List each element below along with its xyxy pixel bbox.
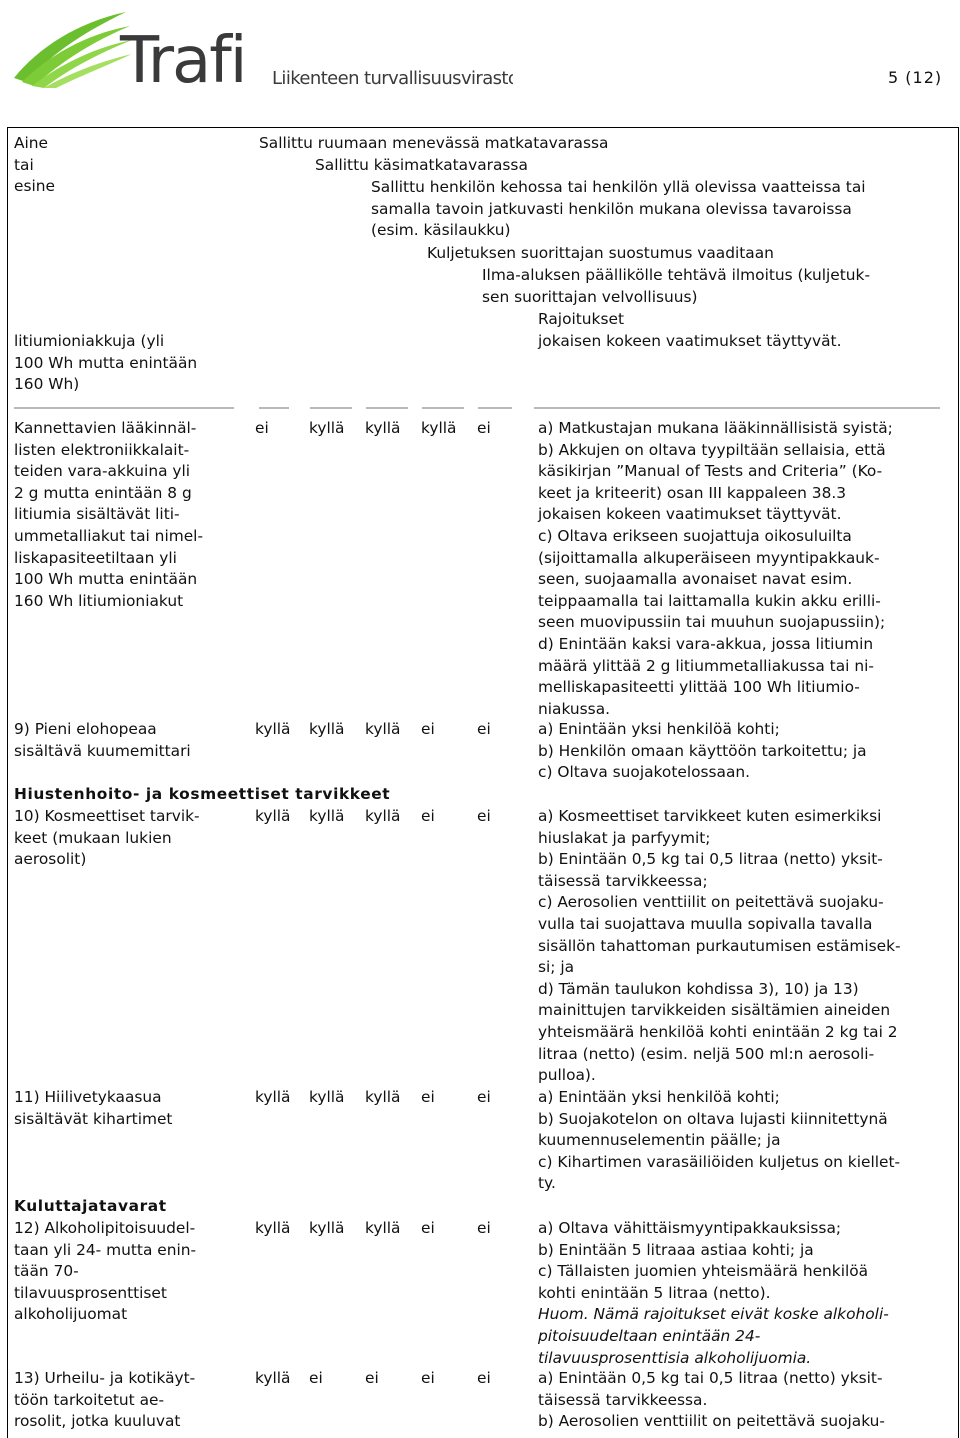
item-line: ummetalliakut tai nimel- <box>14 526 204 545</box>
value-notification: ei <box>477 720 491 738</box>
value-checked: kyllä <box>255 807 291 825</box>
restrictions-aerosols <box>538 1368 885 1433</box>
value-cabin: kyllä <box>309 419 345 437</box>
restriction-line: d) Tämän taulukon kohdissa 3), 10) ja 13) <box>538 979 859 998</box>
item-line: sisältävät kihartimet <box>14 1109 173 1128</box>
header-pilot-notification <box>482 265 870 308</box>
item-line: 13) Urheilu- ja kotikäyt- <box>14 1369 196 1387</box>
restriction-line: b) Enintään 0,5 kg tai 0,5 litraa (netto) yksit- <box>538 850 883 869</box>
item-curlers <box>14 1087 172 1130</box>
value-cabin: kyllä <box>309 1088 345 1106</box>
restriction-line: niakussa. <box>538 699 611 718</box>
header-restrictions: Rajoitukset <box>538 310 624 328</box>
note-line: tilavuusprosenttisia alkoholijuomia. <box>538 1348 812 1367</box>
restriction-line: käsikirjan ”Manual of Tests and Criteria” (Ko- <box>538 462 883 481</box>
restriction-line: seen, suojaamalla avonaiset navat esim. <box>538 570 853 589</box>
agency-text: Liikenteen turvallisuusvirasto <box>272 68 513 88</box>
restriction-line: b) Akkujen on oltava tyypiltään sellaisia, että <box>538 440 886 459</box>
restriction-line: hiuslakat ja parfyymit; <box>538 828 711 847</box>
value-cabin: kyllä <box>309 1219 345 1237</box>
page-number: 5 (12) <box>888 68 943 87</box>
restriction-line: c) Oltava suojakotelossaan. <box>538 763 751 782</box>
restrictions-curlers <box>538 1087 900 1195</box>
item-line: liskapasiteetiltaan yli <box>14 548 177 567</box>
value-checked: ei <box>255 419 269 437</box>
restriction-line: ty. <box>538 1174 556 1193</box>
restriction-line: määrä ylittää 2 g litiummetalliakussa tai ni- <box>538 656 874 675</box>
trafi-logo-mark <box>8 8 513 88</box>
item-line: 160 Wh litiumioniakut <box>14 591 184 610</box>
value-notification: ei <box>477 419 491 437</box>
restriction-line: sisällön tahattoman purkautumisen estämisek- <box>538 936 901 955</box>
restriction-line: seen muovipussiin tai muuhun suojapussiin); <box>538 613 886 632</box>
header-item-column <box>14 133 55 198</box>
header-item-line: Aine <box>14 134 49 152</box>
rule-col1 <box>259 407 289 409</box>
restriction-line: keet ja kriteerit) osan III kappaleen 38.3 <box>538 483 847 502</box>
item-aerosols <box>14 1368 195 1433</box>
item-line: sisältävä kuumemittari <box>14 741 191 760</box>
value-approval: ei <box>421 1088 435 1106</box>
header-line: Ilma-aluksen päällikölle tehtävä ilmoitus (kuljetuk- <box>482 266 871 284</box>
note-line: pitoisuudeltaan enintään 24- <box>538 1326 761 1345</box>
restriction-line: jokaisen kokeen vaatimukset täyttyvät. <box>538 505 842 524</box>
brand-text: Trafi <box>120 24 246 88</box>
header-item-line: esine <box>14 177 55 196</box>
restriction-line: yhteismäärä henkilöä kohti enintään 2 kg tai 2 <box>538 1022 898 1041</box>
restriction-line: a) Enintään yksi henkilöä kohti; <box>538 720 780 738</box>
value-notification: ei <box>477 1088 491 1106</box>
restriction-line: a) Matkustajan mukana lääkinnällisistä syistä; <box>538 419 893 437</box>
restriction-line: pulloa). <box>538 1066 596 1085</box>
header-on-person <box>371 177 866 242</box>
value-checked: kyllä <box>255 720 291 738</box>
restriction-line: teippaamalla tai laittamalla kukin akku erilli- <box>538 591 881 610</box>
value-on-person: kyllä <box>365 807 401 825</box>
restriction-line: mainittujen tarvikkeiden sisältämien aineiden <box>538 1001 891 1020</box>
restriction-line: kuumennuselementin päälle; ja <box>538 1131 781 1150</box>
item-line: Kannettavien lääkinnäl- <box>14 419 197 437</box>
rule-col2 <box>310 407 352 409</box>
restriction-line: c) Oltava erikseen suojattuja oikosuluilta <box>538 526 852 545</box>
item-line: teiden vara-akkuina yli <box>14 462 191 481</box>
value-cabin: kyllä <box>309 720 345 738</box>
value-checked: kyllä <box>255 1088 291 1106</box>
item-line: 160 Wh) <box>14 375 80 394</box>
rule-restrictions <box>534 407 940 409</box>
restriction-line: litraa (netto) (esim. neljä 500 ml:n aerosoli- <box>538 1044 875 1063</box>
rule-col5 <box>478 407 512 409</box>
item-line: tilavuusprosenttiset <box>14 1283 167 1302</box>
value-on-person: kyllä <box>365 720 401 738</box>
restriction-line: c) Tällaisten juomien yhteismäärä henkilöä <box>538 1262 869 1281</box>
restriction-line: b) Aerosolien venttiilit on peitettävä suojaku- <box>538 1412 885 1431</box>
item-medical-batteries <box>14 418 203 612</box>
rule-col3 <box>366 407 408 409</box>
rule-col4 <box>422 407 464 409</box>
restrictions-medical-batteries <box>538 418 893 720</box>
restrictions-alcohol <box>538 1218 889 1369</box>
restriction-line: b) Suojakotelon on oltava lujasti kiinnitettynä <box>538 1109 888 1128</box>
value-checked: kyllä <box>255 1219 291 1237</box>
value-on-person: ei <box>365 1369 379 1387</box>
value-notification: ei <box>477 1369 491 1387</box>
restriction-line: b) Henkilön omaan käyttöön tarkoitettu; ja <box>538 741 867 760</box>
restriction-line: (sijoittamalla alkuperäiseen myyntipakkauk- <box>538 548 880 567</box>
item-line: taan yli 24- mutta enin- <box>14 1240 197 1259</box>
value-cabin: ei <box>309 1369 323 1387</box>
item-line: aerosolit) <box>14 850 87 869</box>
value-checked: kyllä <box>255 1369 291 1387</box>
item-line: 10) Kosmeettiset tarvik- <box>14 807 200 825</box>
item-line: litiumia sisältävät liti- <box>14 505 180 524</box>
carryover-restriction: jokaisen kokeen vaatimukset täyttyvät. <box>538 332 842 350</box>
value-on-person: kyllä <box>365 1219 401 1237</box>
restriction-line: a) Enintään 0,5 kg tai 0,5 litraa (netto) yksit- <box>538 1369 883 1387</box>
item-line: 100 Wh mutta enintään <box>14 353 198 372</box>
header-checked-baggage: Sallittu ruumaan menevässä matkatavarassa <box>259 134 609 152</box>
header-cabin-baggage: Sallittu käsimatkatavarassa <box>315 156 528 174</box>
restriction-line: si; ja <box>538 958 575 977</box>
value-cabin: kyllä <box>309 807 345 825</box>
item-line: alkoholijuomat <box>14 1305 128 1324</box>
header-operator-approval: Kuljetuksen suorittajan suostumus vaaditaan <box>427 244 774 262</box>
section-heading-consumer-goods: Kuluttajatavarat <box>14 1197 167 1215</box>
carryover-item <box>14 331 197 396</box>
value-notification: ei <box>477 807 491 825</box>
value-approval: ei <box>421 720 435 738</box>
restriction-line: c) Aerosolien venttiilit on peitettävä suojaku- <box>538 893 884 912</box>
header-line: Sallittu henkilön kehossa tai henkilön yllä olevissa vaatteissa tai <box>371 178 866 196</box>
item-line: tään 70- <box>14 1262 79 1281</box>
item-line: listen elektroniikkalait- <box>14 440 190 459</box>
restriction-line: a) Oltava vähittäismyyntipakkauksissa; <box>538 1219 842 1237</box>
item-line: 12) Alkoholipitoisuudel- <box>14 1219 196 1237</box>
value-approval: ei <box>421 807 435 825</box>
restriction-line: kohti enintään 5 litraa (netto). <box>538 1283 771 1302</box>
restriction-line: vulla tai suojattava muulla sopivalla tavalla <box>538 914 873 933</box>
header-line: (esim. käsilaukku) <box>371 221 511 240</box>
value-approval: ei <box>421 1219 435 1237</box>
restriction-line: b) Enintään 5 litraaa astiaa kohti; ja <box>538 1240 814 1259</box>
section-heading-cosmetics: Hiustenhoito- ja kosmeettiset tarvikkeet <box>14 785 391 803</box>
item-line: 9) Pieni elohopeaa <box>14 720 157 738</box>
item-alcohol <box>14 1218 196 1326</box>
rule-item <box>14 407 234 409</box>
value-on-person: kyllä <box>365 419 401 437</box>
value-on-person: kyllä <box>365 1088 401 1106</box>
restriction-line: melliskapasiteetti ylittää 100 Wh litiumio- <box>538 678 860 697</box>
restrictions-thermometer <box>538 719 867 784</box>
restriction-line: täisessä tarvikkeessa. <box>538 1390 708 1409</box>
restriction-line: täisessä tarvikkeessa; <box>538 871 708 890</box>
item-line: litiumioniakkuja (yli <box>14 332 165 350</box>
item-line: 11) Hiilivetykaasua <box>14 1088 162 1106</box>
item-line: rosolit, jotka kuuluvat <box>14 1412 181 1431</box>
item-line: 100 Wh mutta enintään <box>14 570 198 589</box>
item-cosmetics <box>14 806 200 871</box>
value-approval: ei <box>421 1369 435 1387</box>
restrictions-cosmetics <box>538 806 901 1087</box>
item-thermometer <box>14 719 191 762</box>
header-line: sen suorittajan velvollisuus) <box>482 287 698 306</box>
value-notification: ei <box>477 1219 491 1237</box>
note-line: Huom. Nämä rajoitukset eivät koske alkoholi- <box>538 1305 889 1324</box>
header-line: samalla tavoin jatkuvasti henkilön mukana olevissa tavaroissa <box>371 199 852 218</box>
value-approval: kyllä <box>421 419 457 437</box>
restriction-line: c) Kihartimen varasäiliöiden kuljetus on kiellet- <box>538 1152 901 1171</box>
item-line: töön tarkoitetut ae- <box>14 1390 165 1409</box>
restriction-line: d) Enintään kaksi vara-akkua, jossa litiumin <box>538 634 874 653</box>
restriction-line: a) Kosmeettiset tarvikkeet kuten esimerkiksi <box>538 807 882 825</box>
item-line: keet (mukaan lukien <box>14 828 172 847</box>
header-item-line: tai <box>14 155 34 174</box>
item-line: 2 g mutta enintään 8 g <box>14 483 192 502</box>
restriction-line: a) Enintään yksi henkilöä kohti; <box>538 1088 780 1106</box>
trafi-logo <box>8 8 513 88</box>
